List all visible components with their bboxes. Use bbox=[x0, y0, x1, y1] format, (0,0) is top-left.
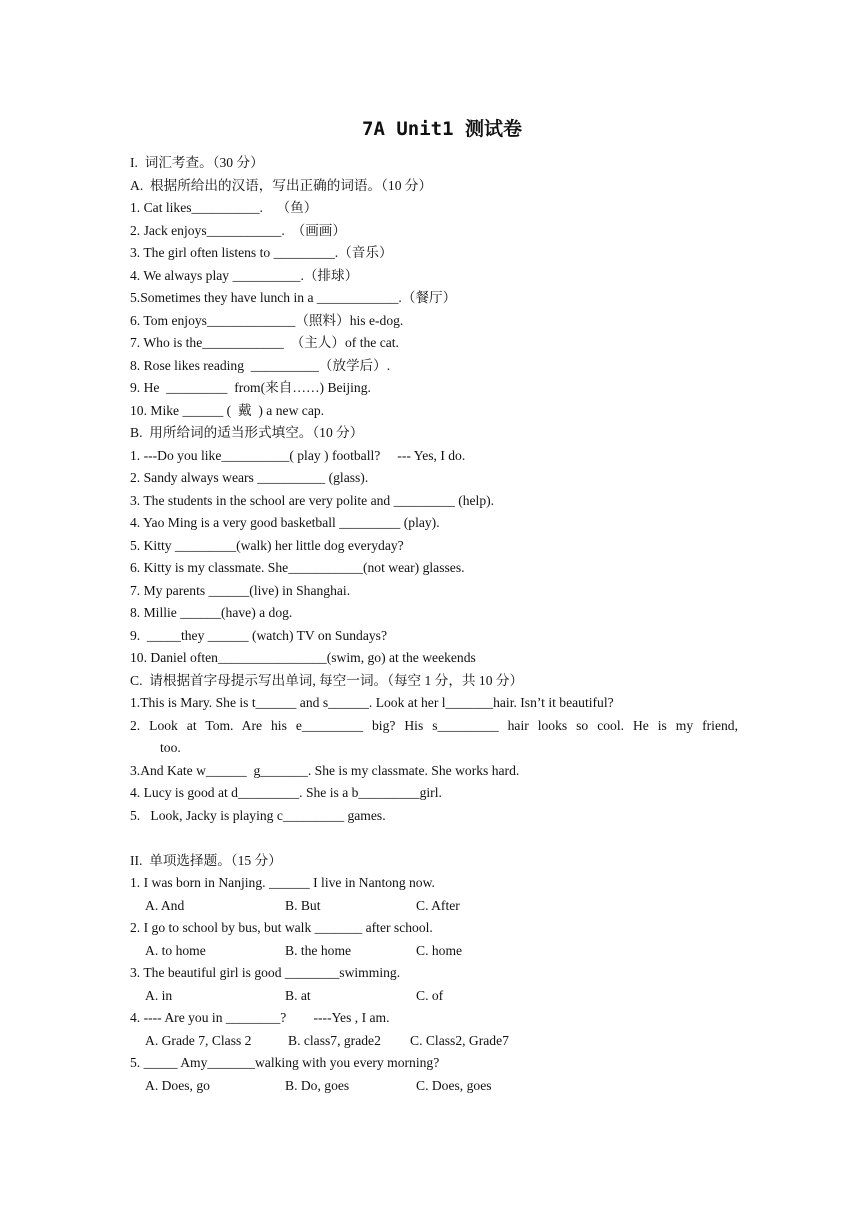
question-item: 3.And Kate w______ g_______. She is my classmate. She works hard. bbox=[130, 762, 520, 778]
question-item: 10. Daniel often________________(swim, go) at the weekends bbox=[130, 650, 476, 665]
option-b: B. But bbox=[285, 897, 321, 913]
option-c: C. After bbox=[416, 897, 460, 913]
question-item: 4. Lucy is good at d_________. She is a b_________girl. bbox=[130, 785, 442, 800]
option-a: A. Does, go bbox=[145, 1077, 210, 1093]
title-text: 7A Unit1 测试卷 bbox=[362, 118, 522, 140]
mc-question: 3. The beautiful girl is good ________swimming. bbox=[130, 965, 401, 980]
page-title bbox=[0, 114, 860, 141]
section-b-heading: B. 用所给词的适当形式填空。（10 分） bbox=[130, 425, 364, 440]
question-item: 9. _____they ______ (watch) TV on Sundays? bbox=[130, 627, 387, 643]
question-item: 10. Mike ______ ( 戴 ) a new cap. bbox=[130, 402, 325, 418]
option-b: B. at bbox=[285, 987, 311, 1003]
question-item: 1. ---Do you like__________( play ) football? --- Yes, I do. bbox=[130, 447, 466, 463]
question-item: 5. Kitty _________(walk) her little dog everyday? bbox=[130, 537, 404, 553]
mc-question: 1. I was born in Nanjing. ______ I live in Nantong now. bbox=[130, 875, 435, 890]
mc-question: 2. I go to school by bus, but walk _______ after school. bbox=[130, 920, 433, 935]
section-a-heading: A. 根据所给出的汉语，写出正确的词语。（10 分） bbox=[130, 177, 433, 193]
option-b: B. the home bbox=[285, 942, 352, 958]
question-item: 1. Cat likes__________. （鱼） bbox=[130, 200, 318, 215]
question-item: 7. My parents ______(live) in Shanghai. bbox=[130, 582, 351, 598]
question-item: 1.This is Mary. She is t______ and s______. Look at her l_______hair. Isn’t it beautiful? bbox=[130, 695, 614, 710]
mc-question: 5. _____ Amy_______walking with you every morning? bbox=[130, 1055, 440, 1070]
question-item: 3. The students in the school are very polite and _________ (help). bbox=[130, 492, 495, 508]
question-item: 8. Rose likes reading __________（放学后）. bbox=[130, 357, 391, 373]
mc-question: 4. ---- Are you in ________? ----Yes , I am. bbox=[130, 1010, 390, 1025]
question-item: 7. Who is the____________ （主人）of the cat. bbox=[130, 335, 399, 350]
worksheet-content bbox=[130, 152, 738, 1097]
option-c: C. home bbox=[416, 942, 463, 958]
option-b: B. class7, grade2 bbox=[288, 1032, 381, 1048]
option-a: A. And bbox=[145, 897, 185, 913]
option-c: C. Does, goes bbox=[416, 1077, 492, 1093]
section-2-heading: II. 单项选择题。（15 分） bbox=[130, 852, 282, 868]
section-1-heading: I. 词汇考查。（30 分） bbox=[130, 155, 264, 170]
question-item: 2. Look at Tom. Are his e_________ big? His s_________ hair looks so cool. He is my friend, bbox=[130, 717, 738, 733]
mc-options bbox=[130, 895, 738, 918]
option-a: A. in bbox=[145, 987, 173, 1003]
option-a: A. to home bbox=[145, 942, 206, 958]
question-item: 9. He _________ from(来自……) Beijing. bbox=[130, 380, 371, 395]
mc-options bbox=[130, 1030, 738, 1053]
option-c: C. of bbox=[416, 987, 444, 1003]
question-item: 6. Kitty is my classmate. She___________(not wear) glasses. bbox=[130, 560, 465, 575]
question-item: 4. We always play __________.（排球） bbox=[130, 267, 359, 283]
question-item: 8. Millie ______(have) a dog. bbox=[130, 605, 293, 620]
spacer bbox=[130, 827, 738, 850]
mc-options bbox=[130, 940, 738, 963]
question-item: 2. Jack enjoys___________. （画画） bbox=[130, 222, 346, 238]
mc-options bbox=[130, 1075, 738, 1098]
question-item-continued: too. bbox=[160, 740, 181, 755]
question-item: 4. Yao Ming is a very good basketball _________ (play). bbox=[130, 515, 440, 530]
option-c: C. Class2, Grade7 bbox=[410, 1032, 509, 1048]
question-item: 5.Sometimes they have lunch in a ____________.（餐厅） bbox=[130, 290, 457, 305]
option-b: B. Do, goes bbox=[285, 1077, 350, 1093]
option-a: A. Grade 7, Class 2 bbox=[145, 1032, 252, 1048]
question-item: 6. Tom enjoys_____________（照料）his e-dog. bbox=[130, 312, 404, 328]
section-c-heading: C. 请根据首字母提示写出单词, 每空一词。（每空 1 分，共 10 分） bbox=[130, 672, 524, 688]
question-item: 3. The girl often listens to _________.（音乐） bbox=[130, 245, 393, 260]
question-item: 5. Look, Jacky is playing c_________ games. bbox=[130, 807, 386, 823]
question-item: 2. Sandy always wears __________ (glass). bbox=[130, 470, 369, 485]
mc-options bbox=[130, 985, 738, 1008]
